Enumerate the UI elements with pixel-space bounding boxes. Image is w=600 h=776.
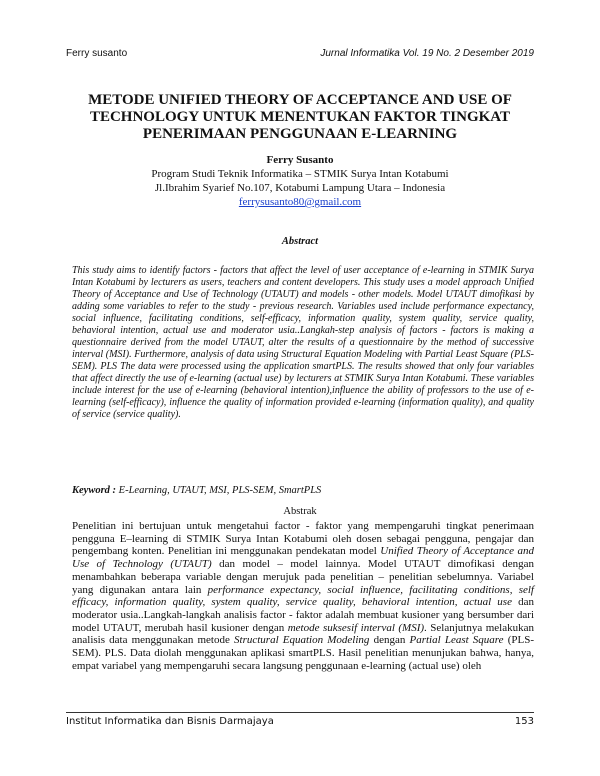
author-block [60,153,540,209]
header-journal: Jurnal Informatika Vol. 19 No. 2 Desember 2019 [320,48,534,59]
abstract-en-text: This study aims to identify factors - factors that affect the level of user acceptance of e-learning in STMIK Surya Intan Kotabumi by lecturers as users, teachers and content developers. This study uses a model approach Unified Theory of Acceptance and Use of Technology (UTAUT) and models - other models. Model UTAUT dimofikasi by adding some variables to refer to the study - previous research. Variables used include performance expectancy, social influence, facilitating conditions, self-efficacy, information quality, system quality, service quality, behavioral intention, actual use and moderator usia..Langkah-step analysis of factors - factors is making a questionnaire derived from the model UTAUT, alter the results of a questionnaire by the method of successive interval (MSI). Furthermore, analysis of data using Structural Equation Modeling with Partial Least Square (PLS-SEM). PLS The data were processed using the application smartPLS. The results showed that only four variables that affect directly the use of e-learning (actual use) by lecturers at STMIK Surya Intan Kotabumi. These variables include interest for the use of e-learning (behavioral intention),influence the ability of professors to the use of e-learning (self-efficacy), influence the quality of information provided e-learning (information quality), and quality of service (service quality). [72,265,534,420]
paper-title [60,92,540,143]
author-email-link[interactable]: ferrysusanto80@gmail.com [238,196,362,208]
author-address: Jl.Ibrahim Syarief No.107, Kotabumi Lampung Utara – Indonesia [154,182,446,194]
abstract-id-segment: . Selanjutnya melakukan analisis data menggunakan metode [72,621,534,647]
author-affiliation: Program Studi Teknik Informatika – STMIK Surya Intan Kotabumi [151,168,449,180]
abstract-id-segment: (PLS-SEM). PLS. Data diolah menggunakan aplikasi smartPLS. Hasil penelitian menunjukan bahwa, hanya, empat variabel yang mempengaruhi secara langsung penggunaan e-learning (actual use) oleh [72,634,535,672]
abstract-id-heading: Abstrak [283,506,317,517]
abstract-en-heading: Abstract [281,236,319,247]
abstract-id-segment: Unified Theory of Acceptance and Use of Technology (UTAUT) [72,545,535,571]
abstract-id [72,520,534,672]
abstract-id-segment: Structural Equation Modeling [234,634,370,647]
title-line: METODE UNIFIED THEORY OF ACCEPTANCE AND USE OF [88,92,512,108]
abstract-id-segment: Partial Least Square [409,634,504,647]
abstract-id-segment: dan moderator usia..Langkah-langkah analisis factor - faktor adalah membuat kusioner yang bersumber dari model UTAUT, merubah hasil kusioner dengan [72,596,534,634]
abstract-id-segment: Penelitian ini bertujuan untuk mengetahui factor - faktor yang mempengaruhi tingkat penerimaan pengguna E–learning di STMIK Surya Intan Kotabumi oleh dosen sebagai pengguna, pengajar dan pengembang konten. Penelitian ini menggunakan pendekatan model [72,520,534,558]
abstract-id-segment: metode suksesif interval (MSI) [287,621,425,634]
title-line: TECHNOLOGY UNTUK MENENTUKAN FAKTOR TINGKAT [89,109,511,125]
abstract-id-text [72,520,534,672]
footer-divider [66,712,534,713]
abstract-id-segment: performance expectancy, social influence, facilitating conditions, self efficacy, information quality, system quality, service quality, behavioral intention, actual use [72,583,534,609]
abstract-en [72,265,534,421]
running-header [66,48,534,62]
keywords-label: Keyword : [72,485,117,496]
author-name: Ferry Susanto [266,154,334,166]
keywords [72,484,534,497]
keywords-values: E-Learning, UTAUT, MSI, PLS-SEM, SmartPLS [118,485,322,496]
abstract-id-segment: dan model – model lainnya. Model UTAUT dimofikasi dengan menambahkan beberapa variable dengan merujuk pada penelitian – penelitian sebelumnya. Variabel yang digunakan antara lain [72,558,534,596]
footer-institution: Institut Informatika dan Bisnis Darmajaya [66,716,274,727]
title-line: PENERIMAAN PENGGUNAAN E-LEARNING [142,126,458,142]
header-author: Ferry susanto [66,48,128,59]
page-number: 153 [514,716,534,727]
abstract-id-segment: dengan [369,634,410,647]
